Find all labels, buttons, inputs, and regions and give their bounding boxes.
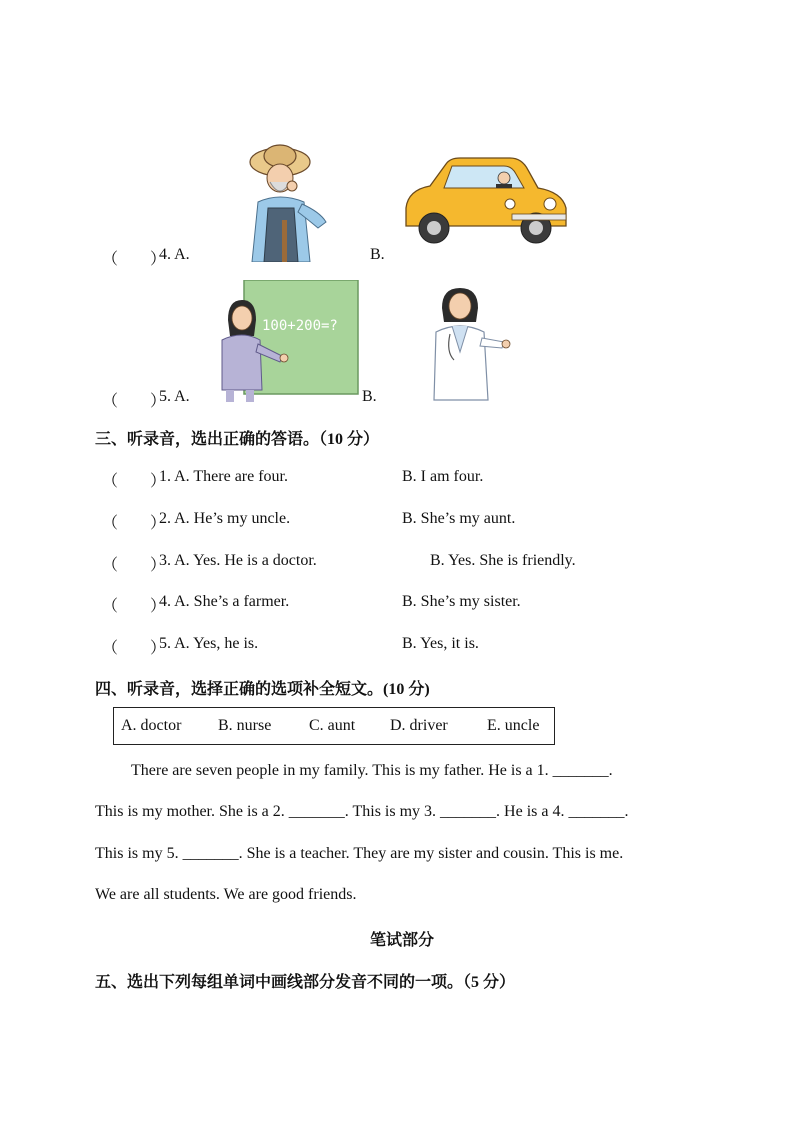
word-bank-option-e: E. uncle — [487, 717, 540, 734]
q5-option-b-label: B. — [362, 388, 377, 405]
word-bank-option-b: B. nurse — [218, 717, 272, 734]
part3-q4-paren: （ ） — [102, 598, 167, 615]
passage-line-4: We are all students. We are good friends. — [95, 886, 357, 903]
word-bank-box — [113, 707, 555, 745]
part3-q5-paren: （ ） — [102, 640, 167, 657]
svg-text:100+200=?: 100+200=? — [262, 318, 338, 334]
part3-q5-option-a: 5. A. Yes, he is. — [159, 635, 259, 652]
part3-q3-option-b: B. Yes. She is friendly. — [430, 552, 576, 569]
word-bank-option-c: C. aunt — [309, 717, 356, 734]
q4-label: 4. A. — [159, 246, 190, 263]
part3-q1-option-b: B. I am four. — [402, 468, 484, 485]
q5-paren: （ ） — [102, 393, 167, 410]
farmer-illustration — [232, 142, 332, 262]
part3-q2-paren: （ ） — [102, 515, 167, 532]
passage-line-1: There are seven people in my family. This is my father. He is a 1. _______. — [131, 762, 613, 779]
teacher-illustration — [210, 280, 360, 402]
part4-title: 四、听录音，选择正确的选项补全短文。(10 分) — [95, 681, 430, 698]
part3-q2-option-a: 2. A. He’s my uncle. — [159, 510, 291, 527]
part3-q1-option-a: 1. A. There are four. — [159, 468, 288, 485]
part3-q3-paren: （ ） — [102, 557, 167, 574]
doctor-illustration — [430, 282, 514, 402]
passage-line-2: This is my mother. She is a 2. _______. This is my 3. _______. He is a 4. _______. — [95, 803, 629, 820]
part5-title: 五、选出下列每组单词中画线部分发音不同的一项。（5 分） — [95, 974, 516, 991]
q5-label: 5. A. — [159, 388, 190, 405]
car-illustration — [400, 156, 570, 246]
part3-q5-option-b: B. Yes, it is. — [402, 635, 479, 652]
part3-q3-option-a: 3. A. Yes. He is a doctor. — [159, 552, 317, 569]
passage-line-3: This is my 5. _______. She is a teacher. They are my sister and cousin. This is me. — [95, 845, 624, 862]
word-bank-option-a: A. doctor — [121, 717, 182, 734]
part3-q2-option-b: B. She’s my aunt. — [402, 510, 516, 527]
word-bank-option-d: D. driver — [390, 717, 448, 734]
part3-title: 三、听录音，选出正确的答语。（10 分） — [95, 431, 380, 448]
part3-q1-paren: （ ） — [102, 473, 167, 490]
part3-q4-option-a: 4. A. She’s a farmer. — [159, 593, 290, 610]
q4-option-b-label: B. — [370, 246, 385, 263]
written-section-heading: 笔试部分 — [370, 932, 435, 949]
part3-q4-option-b: B. She’s my sister. — [402, 593, 521, 610]
q4-paren: （ ） — [102, 251, 167, 268]
